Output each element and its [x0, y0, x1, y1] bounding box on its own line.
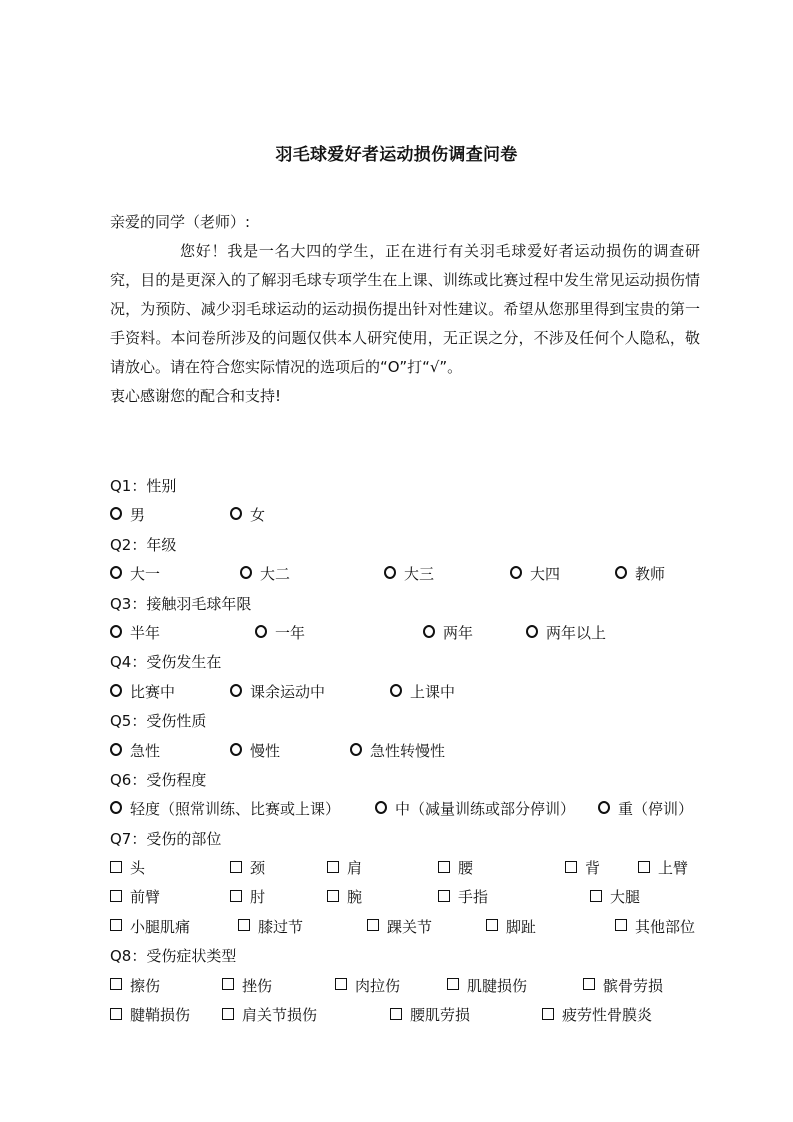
radio-option[interactable]	[350, 737, 445, 766]
radio-option[interactable]	[375, 795, 575, 824]
checkbox-square-icon[interactable]	[367, 919, 379, 931]
radio-option[interactable]	[110, 795, 340, 824]
checkbox-square-icon[interactable]	[335, 978, 347, 990]
checkbox-option[interactable]	[438, 883, 488, 912]
radio-option[interactable]	[110, 501, 145, 530]
radio-circle-icon[interactable]	[110, 801, 122, 814]
option-label: 重（停训）	[618, 800, 694, 819]
checkbox-option[interactable]	[486, 913, 536, 942]
page-title: 羽毛球爱好者运动损伤调查问卷	[275, 145, 518, 165]
option-label: 肩关节损伤	[242, 1006, 318, 1025]
option-row	[110, 883, 730, 912]
question-list	[110, 472, 730, 1030]
option-label: 肘	[250, 888, 266, 907]
option-label: 课余运动中	[250, 682, 326, 701]
option-row	[110, 737, 730, 766]
checkbox-square-icon[interactable]	[222, 978, 234, 990]
intro-body: 您好！我是一名大四的学生，正在进行有关羽毛球爱好者运动损伤的调查研究，目的是更深入的了解羽毛球专项学生在上课、训练或比赛过程中发生常见运动损伤情况，为预防、减少羽毛球运动的运动损伤提出针对性建议。希望从您那里得到宝贵的第一手资料。本问卷所涉及的问题仅供本人研究使用，无正误之分，不涉及任何个人隐私，敬请放心。请在符合您实际情况的选项后的“O”打“√”。	[110, 242, 700, 376]
checkbox-square-icon[interactable]	[438, 861, 450, 873]
radio-circle-icon[interactable]	[230, 684, 242, 697]
option-label: 脚趾	[506, 917, 537, 936]
radio-option[interactable]	[230, 737, 280, 766]
intro-section	[110, 208, 700, 411]
option-label: 两年以上	[546, 623, 607, 642]
radio-circle-icon[interactable]	[423, 625, 435, 638]
option-label: 腰	[458, 859, 474, 878]
radio-option[interactable]	[526, 619, 606, 648]
checkbox-option[interactable]	[230, 883, 265, 912]
checkbox-option[interactable]	[447, 972, 527, 1001]
option-row	[110, 854, 730, 883]
radio-option[interactable]	[255, 619, 305, 648]
option-label: 挫伤	[242, 976, 273, 995]
radio-circle-icon[interactable]	[615, 566, 627, 579]
option-label: 急性	[130, 741, 161, 760]
checkbox-option[interactable]	[222, 972, 272, 1001]
radio-option[interactable]	[110, 619, 160, 648]
option-label: 大腿	[610, 888, 641, 907]
radio-option[interactable]	[423, 619, 473, 648]
checkbox-option[interactable]	[390, 1001, 470, 1030]
checkbox-option[interactable]	[327, 883, 362, 912]
option-label: 腰肌劳损	[410, 1006, 471, 1025]
option-label: 半年	[130, 623, 161, 642]
checkbox-square-icon[interactable]	[615, 919, 627, 931]
option-label: 急性转慢性	[370, 741, 446, 760]
radio-circle-icon[interactable]	[384, 566, 396, 579]
radio-circle-icon[interactable]	[390, 684, 402, 697]
option-label: 慢性	[250, 741, 281, 760]
option-label: 一年	[275, 623, 306, 642]
radio-option[interactable]	[230, 678, 325, 707]
radio-option[interactable]	[598, 795, 693, 824]
question-label-q2: Q2：年级	[110, 535, 177, 554]
option-label: 教师	[635, 565, 666, 584]
radio-circle-icon[interactable]	[110, 743, 122, 756]
question-label-q6: Q6：受伤程度	[110, 770, 207, 789]
radio-option[interactable]	[390, 678, 455, 707]
question-label-q1: Q1：性别	[110, 477, 177, 495]
checkbox-square-icon[interactable]	[590, 890, 602, 902]
option-label: 疲劳性骨膜炎	[562, 1006, 653, 1025]
option-label: 大四	[530, 565, 561, 584]
checkbox-square-icon[interactable]	[110, 1008, 122, 1020]
option-row	[110, 972, 730, 1001]
checkbox-option[interactable]	[438, 854, 473, 883]
option-row	[110, 795, 730, 824]
checkbox-option[interactable]	[222, 1001, 317, 1030]
option-label: 男	[130, 506, 146, 525]
checkbox-option[interactable]	[565, 854, 600, 883]
radio-circle-icon[interactable]	[255, 625, 267, 638]
checkbox-option[interactable]	[590, 883, 640, 912]
option-label: 擦伤	[130, 976, 161, 995]
option-label: 头	[130, 859, 146, 878]
option-label: 髌骨劳损	[603, 976, 664, 995]
radio-circle-icon[interactable]	[240, 566, 252, 579]
checkbox-square-icon[interactable]	[447, 978, 459, 990]
option-row	[110, 560, 730, 589]
question-label-q3: Q3：接触羽毛球年限	[110, 594, 252, 613]
radio-circle-icon[interactable]	[375, 801, 387, 814]
radio-option[interactable]	[110, 737, 160, 766]
option-label: 前臂	[130, 888, 161, 907]
option-label: 踝关节	[387, 917, 433, 936]
option-row	[110, 619, 730, 648]
option-row	[110, 501, 730, 530]
radio-circle-icon[interactable]	[110, 566, 122, 579]
checkbox-option[interactable]	[110, 913, 190, 942]
checkbox-option[interactable]	[583, 972, 663, 1001]
radio-option[interactable]	[240, 560, 290, 589]
checkbox-square-icon[interactable]	[390, 1008, 402, 1020]
checkbox-square-icon[interactable]	[327, 861, 339, 873]
checkbox-square-icon[interactable]	[110, 919, 122, 931]
option-label: 颈	[250, 859, 266, 878]
option-label: 腕	[347, 888, 363, 907]
greeting: 亲爱的同学（老师）:	[110, 213, 251, 231]
checkbox-square-icon[interactable]	[327, 890, 339, 902]
question-label-q4: Q4：受伤发生在	[110, 653, 222, 672]
checkbox-square-icon[interactable]	[110, 861, 122, 873]
checkbox-option[interactable]	[327, 854, 362, 883]
option-label: 肩	[347, 859, 363, 878]
checkbox-option[interactable]	[110, 854, 145, 883]
radio-circle-icon[interactable]	[230, 507, 242, 520]
option-label: 上课中	[410, 682, 456, 701]
option-label: 大一	[130, 565, 161, 584]
radio-option[interactable]	[510, 560, 560, 589]
option-label: 女	[250, 506, 266, 525]
radio-option[interactable]	[384, 560, 434, 589]
option-label: 轻度（照常训练、比赛或上课）	[130, 800, 341, 819]
radio-circle-icon[interactable]	[526, 625, 538, 638]
question-label-q5: Q5：受伤性质	[110, 712, 207, 731]
option-label: 其他部位	[635, 917, 696, 936]
option-label: 小腿肌痛	[130, 917, 191, 936]
checkbox-option[interactable]	[110, 1001, 190, 1030]
radio-circle-icon[interactable]	[110, 507, 122, 520]
checkbox-square-icon[interactable]	[110, 978, 122, 990]
checkbox-option[interactable]	[638, 854, 688, 883]
option-label: 大三	[404, 565, 435, 584]
option-label: 手指	[458, 888, 489, 907]
checkbox-square-icon[interactable]	[230, 890, 242, 902]
radio-option[interactable]	[110, 678, 175, 707]
radio-circle-icon[interactable]	[110, 625, 122, 638]
option-label: 腱鞘损伤	[130, 1006, 191, 1025]
checkbox-option[interactable]	[110, 972, 160, 1001]
option-label: 中（减量训练或部分停训）	[395, 800, 576, 819]
checkbox-option[interactable]	[110, 883, 160, 912]
option-row	[110, 678, 730, 707]
checkbox-square-icon[interactable]	[110, 890, 122, 902]
radio-option[interactable]	[110, 560, 160, 589]
checkbox-square-icon[interactable]	[230, 861, 242, 873]
radio-circle-icon[interactable]	[110, 684, 122, 697]
option-label: 大二	[260, 565, 291, 584]
checkbox-square-icon[interactable]	[222, 1008, 234, 1020]
checkbox-square-icon[interactable]	[638, 861, 650, 873]
option-label: 膝过节	[258, 917, 304, 936]
option-label: 背	[585, 859, 601, 878]
checkbox-square-icon[interactable]	[565, 861, 577, 873]
question-label-q7: Q7：受伤的部位	[110, 829, 222, 848]
option-row	[110, 1001, 730, 1030]
radio-circle-icon[interactable]	[510, 566, 522, 579]
radio-option[interactable]	[230, 501, 265, 530]
radio-circle-icon[interactable]	[230, 743, 242, 756]
option-label: 两年	[443, 623, 474, 642]
option-label: 上臂	[658, 859, 689, 878]
thanks-line: 衷心感谢您的配合和支持!	[110, 387, 282, 405]
option-row	[110, 913, 730, 942]
checkbox-square-icon[interactable]	[542, 1008, 554, 1020]
checkbox-option[interactable]	[335, 972, 400, 1001]
checkbox-option[interactable]	[238, 913, 303, 942]
radio-circle-icon[interactable]	[598, 801, 610, 814]
option-label: 比赛中	[130, 682, 176, 701]
checkbox-option[interactable]	[367, 913, 432, 942]
checkbox-option[interactable]	[542, 1001, 652, 1030]
checkbox-option[interactable]	[230, 854, 265, 883]
checkbox-square-icon[interactable]	[583, 978, 595, 990]
checkbox-square-icon[interactable]	[486, 919, 498, 931]
option-label: 肉拉伤	[355, 976, 401, 995]
radio-circle-icon[interactable]	[350, 743, 362, 756]
checkbox-square-icon[interactable]	[238, 919, 250, 931]
option-label: 肌腱损伤	[467, 976, 528, 995]
checkbox-option[interactable]	[615, 913, 695, 942]
radio-option[interactable]	[615, 560, 665, 589]
question-label-q8: Q8：受伤症状类型	[110, 947, 237, 966]
checkbox-square-icon[interactable]	[438, 890, 450, 902]
